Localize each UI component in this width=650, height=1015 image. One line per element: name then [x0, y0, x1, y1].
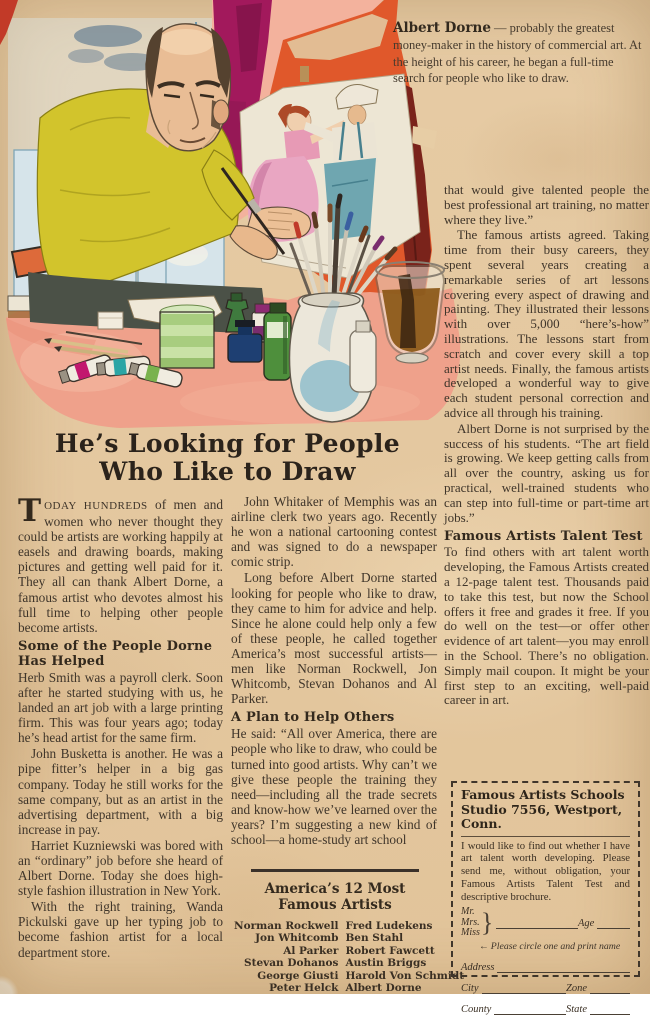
famous-artists-box	[234, 869, 465, 995]
salutation-miss: Miss	[461, 927, 480, 939]
county-blank-line	[494, 1003, 566, 1015]
county-state-row	[461, 1003, 630, 1015]
name-blank-line	[496, 917, 578, 929]
coupon-body-text: I would like to find out whether I have art talent worth developing. Please send me, without obligation, your Famous Artists Talent Test and descriptive brochure.	[461, 839, 630, 903]
paragraph: that would give talented people the best professional art training, no matter where they live.”	[444, 182, 649, 227]
address-row	[461, 961, 630, 973]
artist-name: Austin Briggs	[345, 957, 427, 970]
artist-name: Robert Fawcett	[345, 944, 435, 957]
white-bottle	[350, 321, 376, 392]
name-write-line	[496, 917, 630, 929]
salutation-options	[461, 907, 480, 939]
state-blank-line	[590, 1003, 630, 1015]
circle-one-note: ← Please circle one and print name	[479, 940, 621, 952]
county-label: County	[461, 1003, 492, 1015]
paragraph: Long before Albert Dorne started looking for people who like to draw, they came to him for advice and help. Since he alone could help only a few of these people, he called together America’s most successful artists—men like Norman Rockwell, Jon Whitcomb, Stevan Dohanos and Al Parker.	[231, 570, 437, 707]
artist-name: Harold Von Schmidt	[345, 969, 465, 982]
zone-blank-line	[590, 982, 630, 994]
paragraph: The famous artists agreed. Taking time from their busy careers, they spent several years creating a remarkable series of art lessons covering every aspect of drawing and painting. They illustrated their lessons with over 5,000 “here’s-how” illustrations. The lessons start from scratch and cover every skill a top artist needs. Finally, the famous artists developed a wonderful way to give each student personal correction and advice all through his training.	[444, 227, 649, 420]
zone-label: Zone	[566, 982, 587, 994]
paragraph: Herb Smith was a payroll clerk. Soon after he started studying with us, he landed an art job with a large printing firm. This was four years ago; today he’s head artist for the same firm.	[18, 669, 223, 746]
address-blank-line	[497, 961, 630, 973]
drop-cap: T	[18, 493, 42, 529]
salutation-mrs: Mrs.	[461, 916, 480, 928]
salutation-row	[461, 907, 630, 939]
state-label: State	[566, 1003, 587, 1015]
headline-line-1: He’s Looking for People	[54, 429, 401, 458]
white-cube	[98, 312, 123, 329]
intro-paragraph: TODAY HUNDREDS of men and women who never thought they could be artists are working happily at easels and drawing boards, making pictures and getting well paid for it. They all can thank Albert Dorne, a famous artist who devotes almost his full time to helping other people become artists.	[18, 493, 223, 635]
artist-name: Stevan Dohanos	[244, 957, 339, 970]
artists-list-left	[234, 920, 342, 996]
column-middle	[231, 494, 437, 866]
brace-glyph: }	[480, 908, 494, 938]
column-left	[18, 493, 223, 989]
green-can-stack	[160, 305, 214, 368]
paragraph: John Busketta is another. He was a pipe fitter’s helper in a big gas company. Today he still works for the same company, but as an artist in the advertising department, with a big increase in pay.	[18, 746, 223, 837]
lead-in-caps: ODAY HUNDREDS	[44, 500, 148, 512]
subhead-talent-test: Famous Artists Talent Test	[444, 529, 643, 545]
subhead-plan-to-help: A Plan to Help Others	[231, 710, 395, 726]
green-bottle	[264, 303, 291, 380]
artists-list-right	[342, 920, 464, 996]
mail-in-coupon	[451, 781, 640, 1015]
headline-line-2: Who Like to Draw	[99, 457, 356, 486]
age-blank-line	[597, 917, 630, 929]
paragraph: With the right training, Wanda Pickulski gave up her typing job to become fashion artist for a local department store.	[18, 899, 223, 960]
paragraph: John Whitaker of Memphis was an airline clerk two years ago. Recently he won a national cartooning contest and was signed to do a newspaper comic strip.	[231, 494, 437, 570]
paragraph: He said: “All over America, there are people who like to draw, who could be turned into good artists. Why can’t we give these people the training they need—including all the trade secrets and know-how we’ve learned over the years? I’m suggesting a new kind of school—a home-study art school	[231, 726, 437, 847]
city-zone-row	[461, 982, 630, 994]
city-blank-line	[482, 982, 567, 994]
salutation-mr: Mr.	[461, 906, 475, 918]
artist-name: Ben Stahl	[345, 932, 404, 945]
subhead-people-helped: Some of the People Dorne Has Helped	[18, 638, 213, 669]
artist-name: Norman Rockwell	[234, 919, 339, 932]
divider-rule	[251, 869, 419, 872]
paragraph: Harriet Kuzniewski was bored with an “ordinary” job before she heard of Albert Dorne. Today she does high-style fashion illustration in New York.	[18, 837, 223, 899]
page-headline	[20, 430, 435, 486]
paragraph: Albert Dorne is not surprised by the success of his students. “The art field is growing. We keep getting calls from all over the country, asking us for practical, well-trained students who can step into full-time or part-time art jobs.”	[444, 420, 649, 525]
caption-name: Albert Dorne	[393, 20, 491, 36]
left-arrow-icon: ←	[479, 940, 489, 952]
coupon-school-name: Famous Artists Schools Studio 7556, Westport, Conn.	[461, 787, 625, 831]
ear	[213, 100, 229, 124]
artists-list	[234, 919, 465, 996]
photo-caption	[393, 20, 647, 87]
artist-name: Albert Dorne	[345, 982, 422, 995]
age-label: Age	[578, 918, 595, 930]
canvas-pin	[300, 66, 309, 82]
column-right	[444, 183, 649, 777]
artists-list-title: America’s 12 Most Famous Artists	[264, 880, 406, 913]
paragraph: To find others with art talent worth developing, the Famous Artists created a 12-page talent test. Thousands paid to take this test, but now the School offers it free and grades it free. If you do well on the test—or offer other evidence of art talent—you may enroll in the School. There’s no obligation. Simply mail coupon. It might be your first step to an exciting, well-paid career in art.	[444, 544, 649, 708]
artist-name: Fred Ludekens	[345, 919, 433, 932]
artist-name: Peter Helck	[269, 982, 339, 995]
address-label: Address	[461, 961, 495, 973]
artist-name: Jon Whitcomb	[255, 932, 339, 945]
artist-name: Al Parker	[283, 944, 339, 957]
caption-text: — probably the greatest money-maker in the history of commercial art. At the height of his career, he began a full-time search for people who like to draw.	[393, 21, 642, 86]
coupon-divider	[461, 836, 630, 837]
city-label: City	[461, 982, 479, 994]
artist-name: George Giusti	[257, 969, 339, 982]
